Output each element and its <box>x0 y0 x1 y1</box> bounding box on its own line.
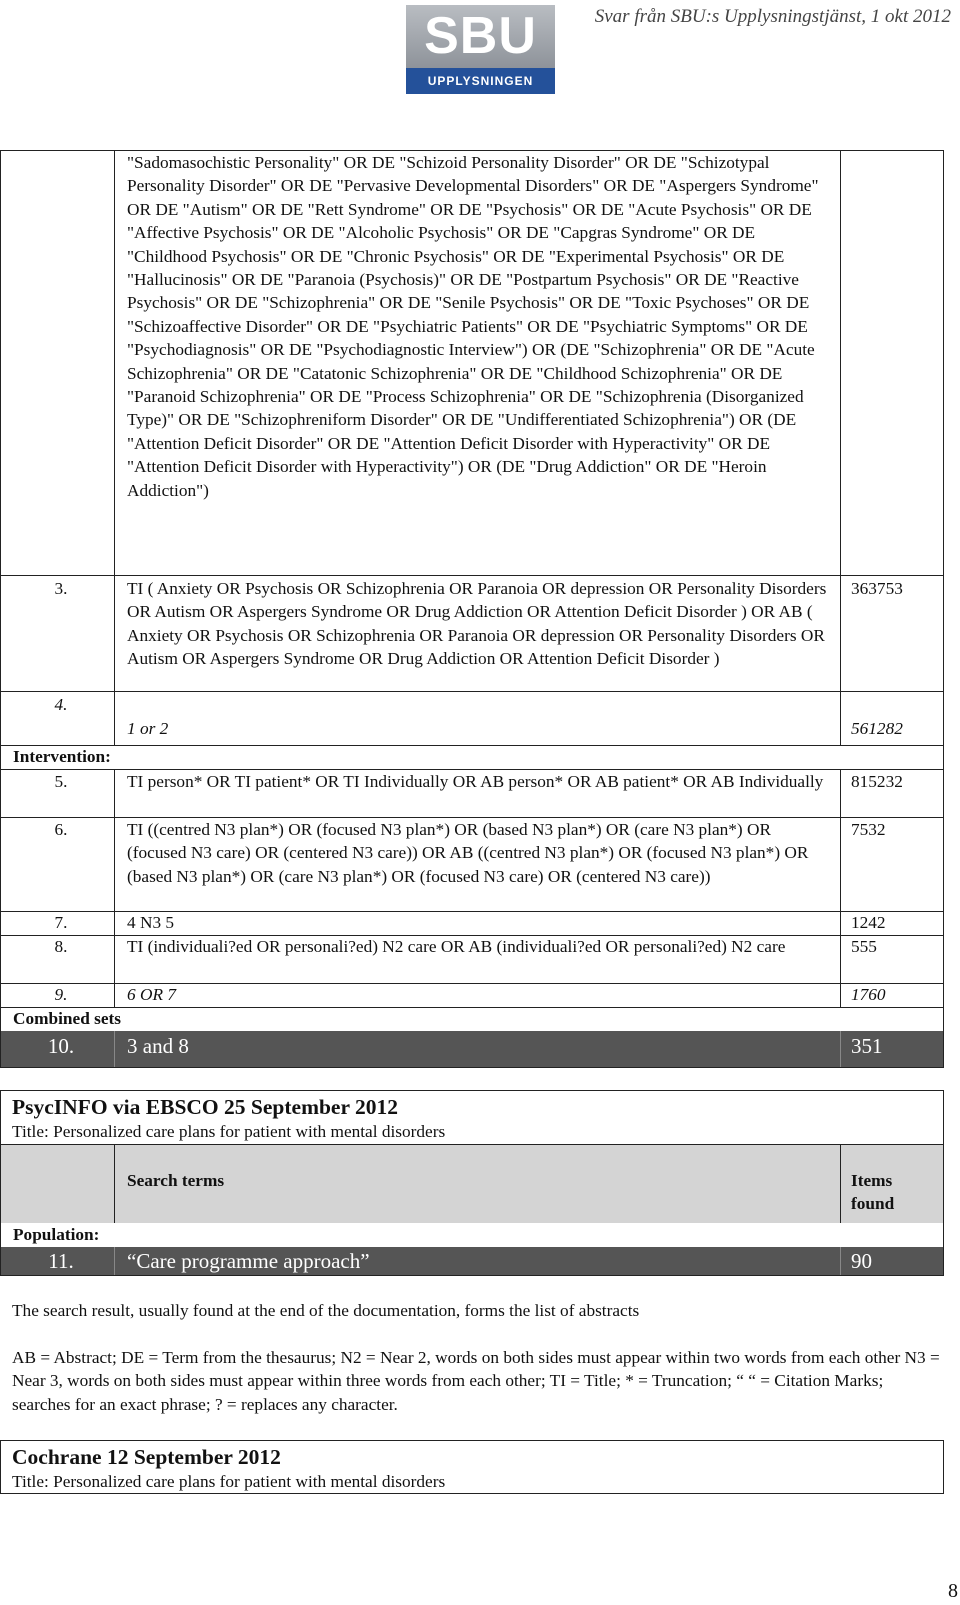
row-search-text: 3 and 8 <box>127 1034 189 1058</box>
logo-main-text: SBU <box>406 5 555 68</box>
table-row <box>1 935 943 983</box>
table-row <box>1 575 943 691</box>
row-count: 815232 <box>851 772 903 791</box>
intervention-label: Intervention: <box>13 747 111 766</box>
table-row <box>1 983 943 1007</box>
table-row-label <box>1 745 943 769</box>
row-count: 1242 <box>851 913 886 932</box>
combined-sets-label: Combined sets <box>13 1009 122 1028</box>
row-number: 6. <box>54 820 68 839</box>
table-row-label <box>1 1007 943 1031</box>
row-number: 5. <box>54 772 68 791</box>
sbu-logo <box>406 5 555 94</box>
row-count: 363753 <box>851 579 903 598</box>
row-number: 10. <box>47 1034 75 1058</box>
cochrane-title: Title: Personalized care plans for patient with mental disorders <box>12 1472 446 1491</box>
population-row <box>1 1223 943 1247</box>
row-number: 11. <box>48 1249 74 1273</box>
table-header-row <box>1 1145 943 1223</box>
row-number: 9. <box>54 985 68 1004</box>
cochrane-heading: Cochrane 12 September 2012 <box>12 1445 281 1469</box>
row-search-text: 6 OR 7 <box>127 985 176 1004</box>
search-table <box>0 150 944 1068</box>
logo-sub-text: UPPLYSNINGEN <box>406 68 555 94</box>
cochrane-heading-box <box>0 1440 944 1494</box>
row-search-text: TI (individuali?ed OR personali?ed) N2 care OR AB (individuali?ed OR personali?ed) N2 care <box>127 937 786 956</box>
psycinfo-title: Title: Personalized care plans for patient with mental disorders <box>12 1122 446 1141</box>
row-search-text: “Care programme approach” <box>127 1249 370 1273</box>
continued-search-text: "Sadomasochistic Personality" OR DE "Schizoid Personality Disorder" OR DE "Schizotypal Personality Disorder" OR DE "Pervasive Developmental Disorders" OR DE "Aspergers Syndrome" OR DE "Autism" OR DE "Rett Syndrome" OR DE "Psychosis" OR DE "Acute Psychosis" OR DE "Affective Psychosis" OR DE "Alcoholic Psychosis" OR DE "Capgras Syndrome" OR DE "Childhood Psychosis" OR DE "Chronic Psychosis" OR DE "Experimental Psychosis" OR DE "Hallucinosis" OR DE "Paranoia (Psychosis)" OR DE "Postpartum Psychosis" OR DE "Reactive Psychosis" OR DE "Schizophrenia" OR DE "Senile Psychosis" OR DE "Toxic Psychoses" OR DE "Schizoaffective Disorder" OR DE "Psychiatric Patients" OR DE "Psychiatric Symptoms" OR DE "Psychodiagnosis" OR DE "Psychodiagnostic Interview") OR (DE "Schizophrenia" OR DE "Acute Schizophrenia" OR DE "Catatonic Schizophrenia" OR DE "Childhood Schizophrenia" OR DE "Paranoid Schizophrenia" OR DE "Process Schizophrenia" OR DE "Schizophrenia (Disorganized Type)" OR DE "Schizophreniform Disorder" OR DE "Undifferentiated Schizophrenia") OR (DE "Attention Deficit Disorder" OR DE "Attention Deficit Disorder with Hyperactivity" OR DE "Attention Deficit Disorder with Hyperactivity") OR (DE "Drug Addiction" OR DE "Heroin Addiction") <box>127 153 819 500</box>
abbreviations-note: AB = Abstract; DE = Term from the thesaurus; N2 = Near 2, words on both sides must appear within two words from each other N3 = Near 3, words on both sides must appear within three words from each other; TI = Title; * = Truncation; “ “ = Citation Marks; searches for an exact phrase; ? = replaces any character. <box>12 1348 940 1414</box>
row-number: 7. <box>54 913 68 932</box>
row-number: 8. <box>54 937 68 956</box>
table-row-final <box>1 1031 943 1067</box>
row-number: 3. <box>54 579 68 598</box>
row-count: 7532 <box>851 820 886 839</box>
table-row-continued <box>1 151 943 575</box>
result-note: The search result, usually found at the end of the documentation, forms the list of abstracts <box>12 1301 640 1320</box>
row-search-text: TI person* OR TI patient* OR TI Individually OR AB person* OR AB patient* OR AB Individually <box>127 772 824 791</box>
row-search-text: 4 N3 5 <box>127 913 175 932</box>
running-title: Svar från SBU:s Upplysningstjänst, 1 okt 2012 <box>594 6 951 27</box>
page-number: 8 <box>948 1580 958 1602</box>
table-row <box>1 817 943 911</box>
table-row <box>1 911 943 935</box>
row-count: 1760 <box>851 985 886 1004</box>
col-items-found: Items found <box>851 1171 895 1214</box>
row-number: 4. <box>54 695 68 714</box>
psycinfo-table <box>0 1144 944 1276</box>
table-row <box>1 691 943 745</box>
row-count: 561282 <box>851 719 903 738</box>
col-search-terms: Search terms <box>127 1171 225 1190</box>
row-count: 90 <box>851 1249 872 1273</box>
row-count: 555 <box>851 937 877 956</box>
row-search-text: TI ((centred N3 plan*) OR (focused N3 plan*) OR (based N3 plan*) OR (care N3 plan*) OR (focused N3 care) OR (centered N3 care)) OR AB ((centred N3 plan*) OR (focused N3 plan*) OR (based N3 plan*) OR (care N3 plan*) OR (focused N3 care) OR (centered N3 care)) <box>127 820 809 886</box>
row-count: 351 <box>851 1034 883 1058</box>
psycinfo-heading-box <box>0 1090 944 1145</box>
row-search-text: TI ( Anxiety OR Psychosis OR Schizophrenia OR Paranoia OR depression OR Personality Disorders OR Autism OR Aspergers Syndrome OR Drug Addiction OR Attention Deficit Disorder ) OR AB ( Anxiety OR Psychosis OR Schizophrenia OR Paranoia OR depression OR Personality Disorders OR Autism OR Aspergers Syndrome OR Drug Addiction OR Attention Deficit Disorder ) <box>127 579 827 669</box>
population-label: Population: <box>13 1225 100 1244</box>
row-search-text: 1 or 2 <box>127 719 169 738</box>
table-row-final <box>1 1247 943 1275</box>
psycinfo-heading: PsycINFO via EBSCO 25 September 2012 <box>12 1095 399 1119</box>
table-row <box>1 769 943 817</box>
